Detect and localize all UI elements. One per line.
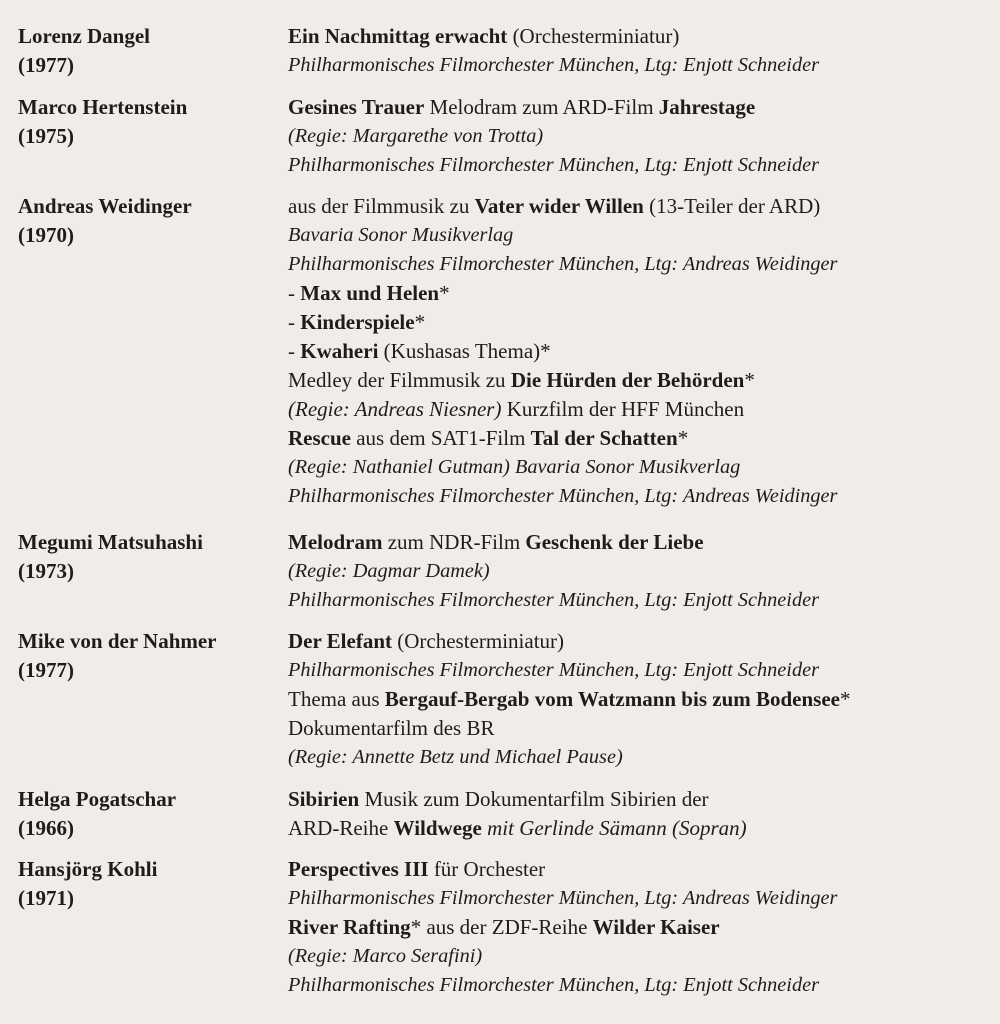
works-list <box>288 528 994 615</box>
plain-text: - <box>288 310 301 334</box>
work-line <box>288 528 994 557</box>
bold-text: Geschenk der Liebe <box>525 530 704 554</box>
bold-text: Gesines Trauer <box>288 95 425 119</box>
plain-text: aus der Filmmusik zu <box>288 194 475 218</box>
bold-text: Perspectives III <box>288 857 429 881</box>
work-line <box>288 482 994 511</box>
bold-text: Bergauf-Bergab vom Watzmann bis zum Bodensee <box>384 687 840 711</box>
composer-info <box>18 785 278 843</box>
work-line <box>288 395 994 424</box>
work-line <box>288 279 994 308</box>
composer-name: Megumi Matsuhashi <box>18 530 203 554</box>
composer-info <box>18 528 278 586</box>
work-line <box>288 122 994 151</box>
plain-text: * <box>439 281 450 305</box>
italic-text: mit Gerlinde Sämann (Sopran) <box>481 816 747 840</box>
plain-text: aus dem SAT1-Film <box>350 426 531 450</box>
plain-text: für Orchester <box>428 857 546 881</box>
italic-text: (Regie: Nathaniel Gutman) Bavaria Sonor Musikverlag <box>288 456 741 478</box>
work-line <box>288 557 994 586</box>
bold-text: Jahrestage <box>658 95 756 119</box>
composer-name: Andreas Weidinger <box>18 194 192 218</box>
work-line <box>288 913 994 942</box>
composer-year: (1971) <box>18 886 74 910</box>
composer-name: Helga Pogatschar <box>18 787 177 811</box>
plain-text: * <box>744 368 755 392</box>
plain-text: (Orchesterminiatur) <box>507 24 680 48</box>
plain-text: (13-Teiler der ARD) <box>643 194 821 218</box>
italic-text: (Regie: Margarethe von Trotta) <box>288 125 544 147</box>
works-list <box>288 785 994 843</box>
work-line <box>288 685 994 714</box>
work-line <box>288 627 994 656</box>
work-line <box>288 714 994 743</box>
work-line <box>288 971 994 1000</box>
italic-text: Philharmonisches Filmorchester München, Ltg: Enjott Schneider <box>288 974 819 996</box>
work-line <box>288 586 994 615</box>
bold-text: Kinderspiele <box>300 310 415 334</box>
plain-text: (Kushasas Thema)* <box>378 339 551 363</box>
composer-name: Lorenz Dangel <box>18 24 151 48</box>
work-line <box>288 743 994 772</box>
work-line <box>288 656 994 685</box>
work-line <box>288 308 994 337</box>
composer-year: (1975) <box>18 124 74 148</box>
composer-info <box>18 855 278 913</box>
works-list <box>288 627 994 772</box>
work-line <box>288 884 994 913</box>
plain-text: Melodram zum ARD-Film <box>424 95 659 119</box>
plain-text: (Orchesterminiatur) <box>392 629 565 653</box>
composer-year: (1973) <box>18 559 74 583</box>
italic-text: (Regie: Marco Serafini) <box>288 945 483 967</box>
plain-text: * <box>414 310 426 334</box>
italic-text: Philharmonisches Filmorchester München, Ltg: Andreas Weidinger <box>288 485 838 507</box>
plain-text: Thema aus <box>288 687 385 711</box>
plain-text: - <box>288 339 301 363</box>
work-line <box>288 424 994 453</box>
work-line <box>288 855 994 884</box>
italic-text: (Regie: Annette Betz und Michael Pause) <box>288 746 623 768</box>
work-line <box>288 453 994 482</box>
composer-year: (1966) <box>18 816 74 840</box>
italic-text: Philharmonisches Filmorchester München, Ltg: Enjott Schneider <box>288 154 819 176</box>
composer-year: (1977) <box>18 53 74 77</box>
italic-text: (Regie: Dagmar Damek) <box>288 560 490 582</box>
bold-text: Rescue <box>288 426 351 450</box>
bold-text: Ein Nachmittag erwacht <box>288 24 508 48</box>
work-line <box>288 221 994 250</box>
composer-year: (1977) <box>18 658 74 682</box>
plain-text: Dokumentarfilm des BR <box>288 716 495 740</box>
plain-text: - <box>288 281 301 305</box>
work-line <box>288 192 994 221</box>
plain-text: Medley der Filmmusik zu <box>288 368 511 392</box>
works-list <box>288 22 994 80</box>
plain-text: zum NDR-Film <box>382 530 526 554</box>
bold-text: Kwaheri <box>300 339 379 363</box>
bold-text: Tal der Schatten <box>530 426 678 450</box>
italic-text: Philharmonisches Filmorchester München, Ltg: Enjott Schneider <box>288 54 819 76</box>
composer-info <box>18 192 278 250</box>
work-line <box>288 785 994 814</box>
bold-text: Vater wider Willen <box>474 194 644 218</box>
bold-text: Max und Helen <box>300 281 440 305</box>
bold-text: Der Elefant <box>288 629 393 653</box>
works-list <box>288 192 994 511</box>
plain-text: Kurzfilm der HFF München <box>501 397 745 421</box>
italic-text: Philharmonisches Filmorchester München, Ltg: Enjott Schneider <box>288 589 819 611</box>
work-line <box>288 814 994 843</box>
bold-text: Melodram <box>288 530 383 554</box>
italic-text: Philharmonisches Filmorchester München, Ltg: Enjott Schneider <box>288 659 819 681</box>
works-list <box>288 93 994 180</box>
plain-text: ARD-Reihe <box>288 816 394 840</box>
work-line <box>288 151 994 180</box>
italic-text: Philharmonisches Filmorchester München, Ltg: Andreas Weidinger <box>288 887 838 909</box>
bold-text: Die Hürden der Behörden <box>510 368 745 392</box>
composer-name: Marco Hertenstein <box>18 95 188 119</box>
plain-text: Musik zum Dokumentarfilm Sibirien der <box>359 787 709 811</box>
composer-info <box>18 93 278 151</box>
work-line <box>288 93 994 122</box>
work-line <box>288 22 994 51</box>
work-line <box>288 51 994 80</box>
plain-text: * aus der ZDF-Reihe <box>410 915 593 939</box>
italic-text: Bavaria Sonor Musikverlag <box>288 224 514 246</box>
work-line <box>288 337 994 366</box>
bold-text: Wilder Kaiser <box>592 915 720 939</box>
works-list <box>288 855 994 1000</box>
composer-name: Hansjörg Kohli <box>18 857 158 881</box>
bold-text: Sibirien <box>288 787 360 811</box>
work-line <box>288 250 994 279</box>
composer-name: Mike von der Nahmer <box>18 629 217 653</box>
work-line <box>288 366 994 395</box>
plain-text: * <box>677 426 689 450</box>
composer-info <box>18 627 278 685</box>
composer-info <box>18 22 278 80</box>
bold-text: Wildwege <box>393 816 482 840</box>
italic-text: (Regie: Andreas Niesner) <box>288 397 502 421</box>
composer-year: (1970) <box>18 223 74 247</box>
plain-text: * <box>840 687 851 711</box>
italic-text: Philharmonisches Filmorchester München, Ltg: Andreas Weidinger <box>288 253 838 275</box>
work-line <box>288 942 994 971</box>
bold-text: River Rafting <box>288 915 411 939</box>
